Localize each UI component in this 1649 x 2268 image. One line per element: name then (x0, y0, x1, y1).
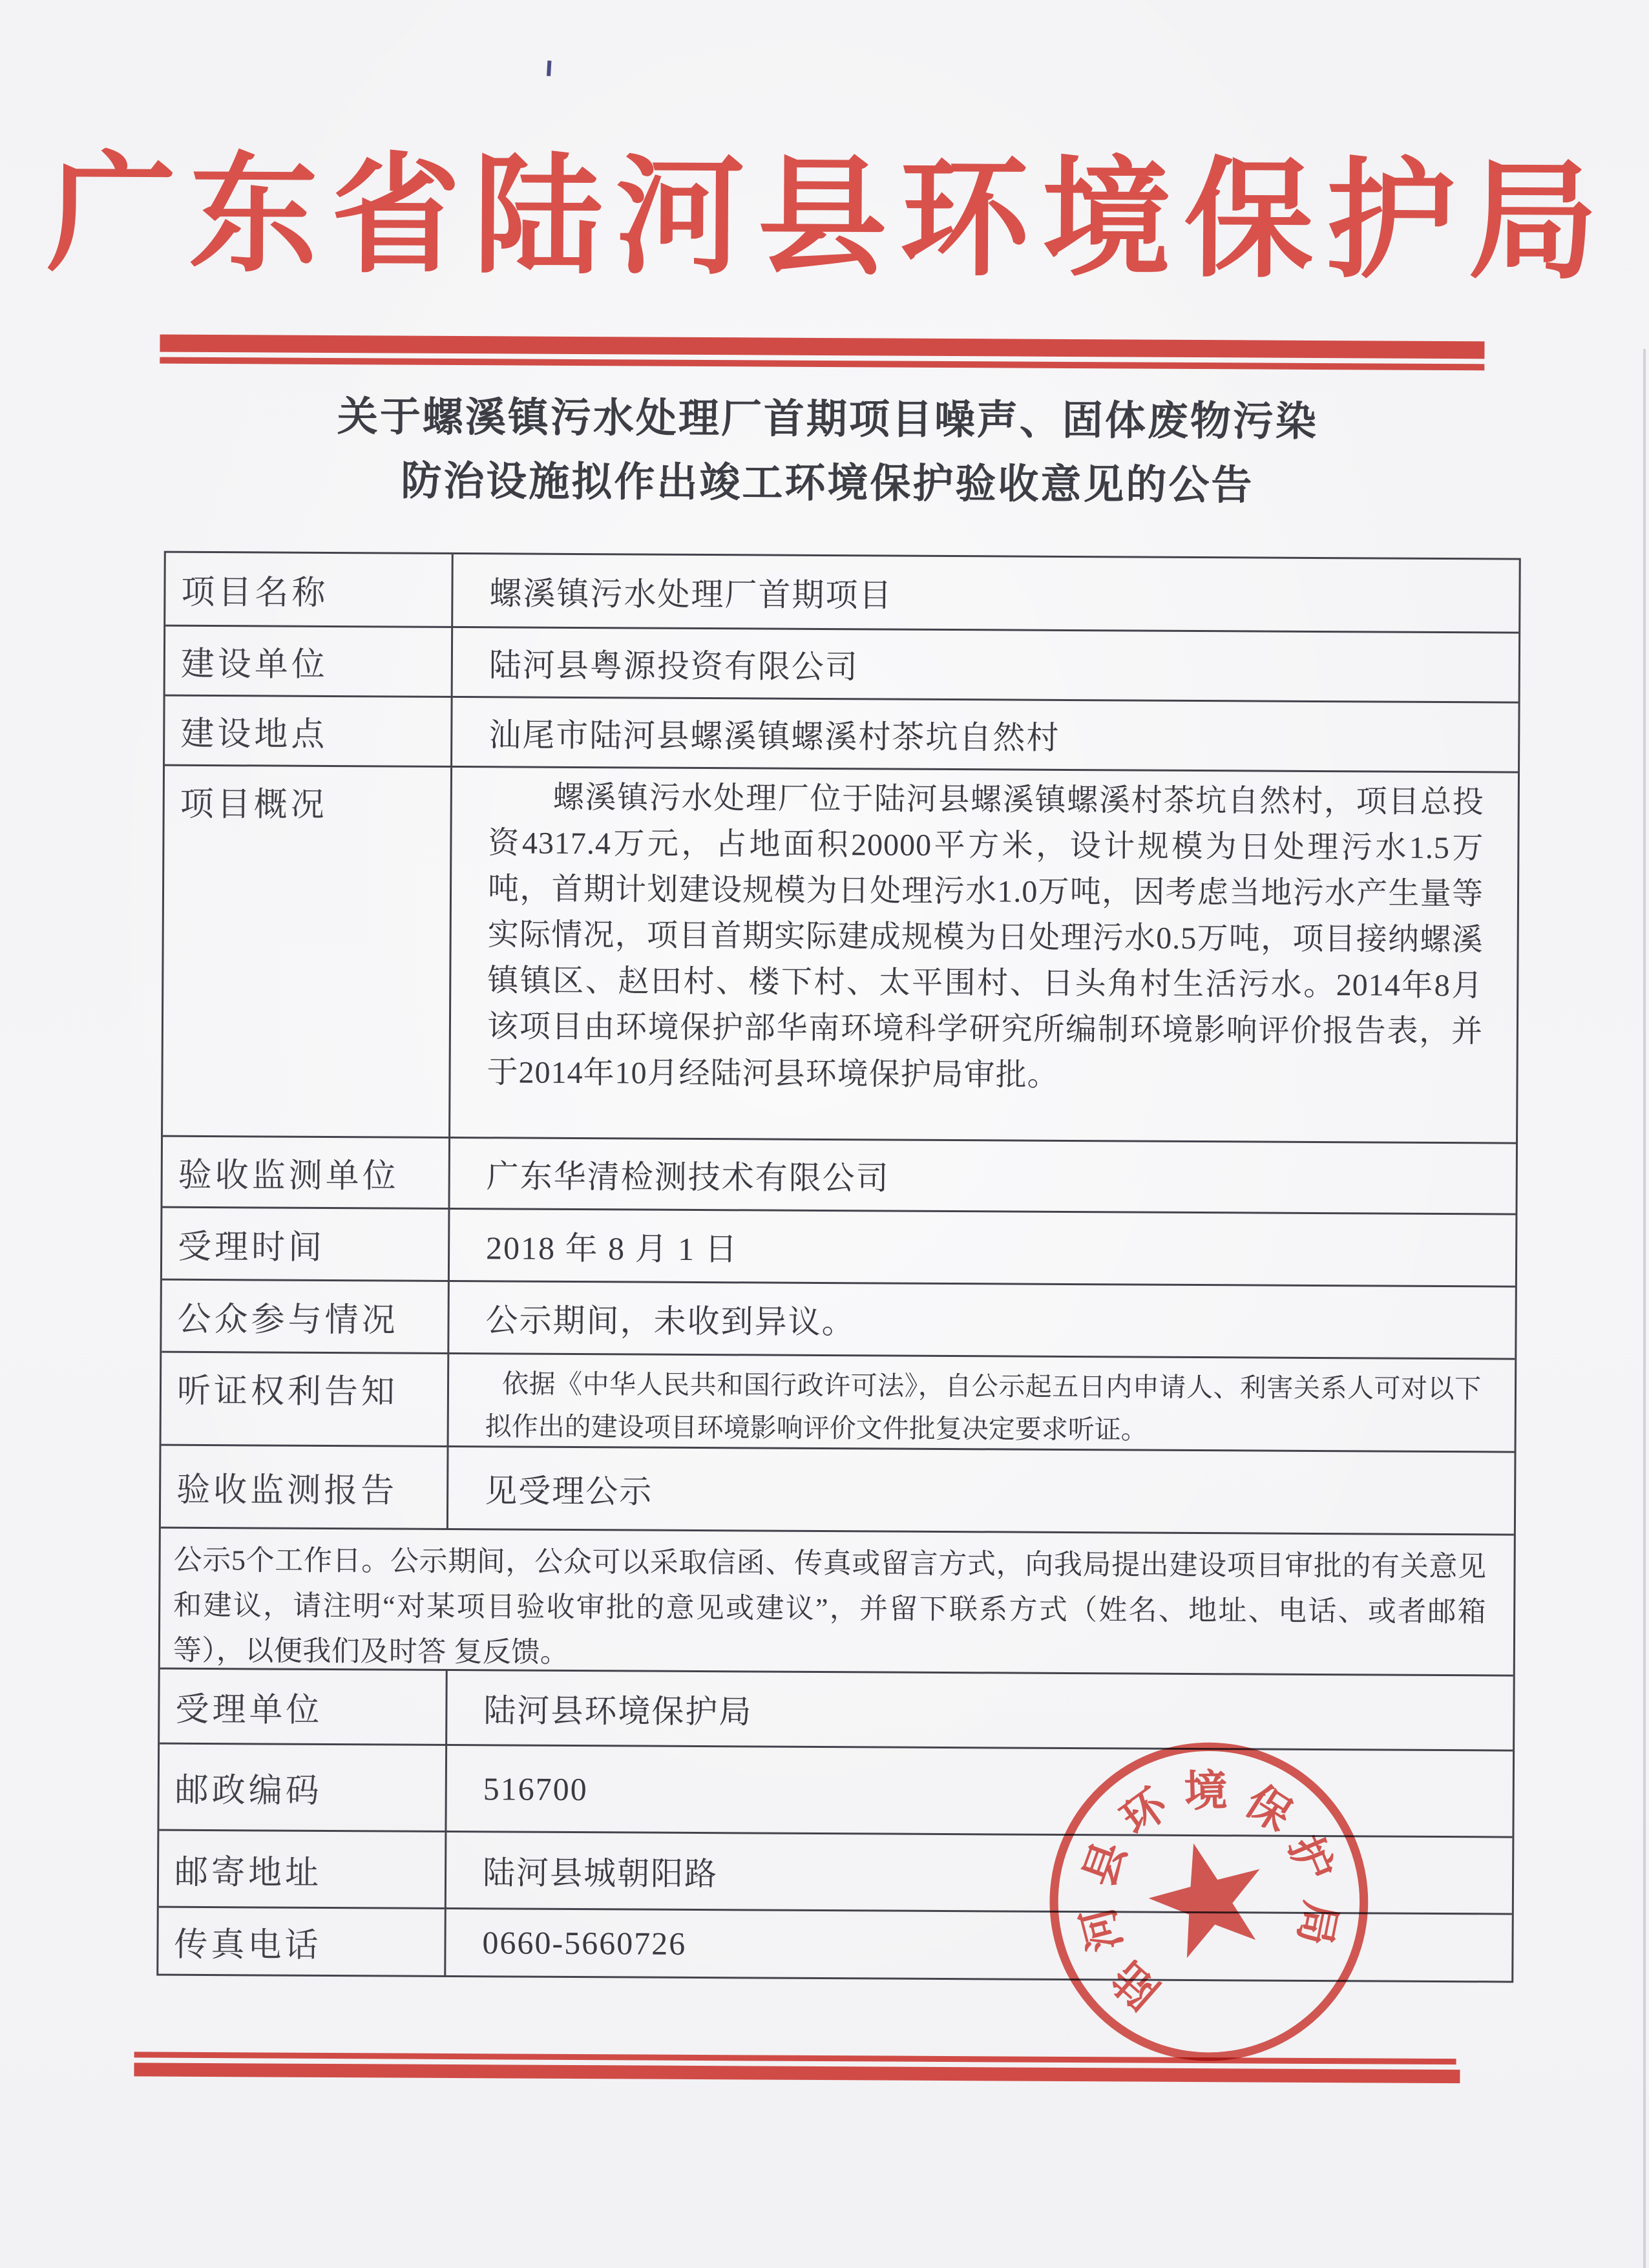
row-value: 公示期间，未收到异议。 (485, 1301, 856, 1340)
table-row-monitoring-unit (162, 1135, 1516, 1213)
row-label: 项目名称 (165, 553, 454, 626)
row-label: 建设地点 (165, 697, 453, 766)
table-row-project-name (165, 553, 1519, 632)
row-label: 验收监测单位 (162, 1137, 450, 1208)
header-rule-thin (160, 357, 1484, 371)
seal-char: 护 (1279, 1829, 1341, 1888)
seal-star-icon (1138, 1829, 1277, 1964)
seal-char: 县 (1075, 1835, 1135, 1893)
table-row-project-overview (163, 764, 1518, 1142)
row-label: 传真电话 (158, 1908, 446, 1975)
seal-char: 陆 (1104, 1952, 1169, 2017)
row-value: 汕尾市陆河县螺溪镇螺溪村茶坑自然村 (488, 716, 1060, 756)
table-row-public-participation (162, 1279, 1515, 1358)
agency-title: 广东省陆河县环境保护局 (46, 143, 1612, 295)
notice-title-line2: 防治设施拟作出竣工环境保护验收意见的公告 (401, 458, 1254, 509)
row-value: 见受理公示 (485, 1472, 653, 1510)
row-value: 陆河县粤源投资有限公司 (488, 646, 859, 685)
row-label: 受理单位 (160, 1670, 448, 1744)
row-label: 项目概况 (163, 766, 452, 1137)
seal-char: 河 (1073, 1902, 1131, 1957)
row-value: 516700 (483, 1770, 588, 1807)
row-label: 受理时间 (162, 1208, 450, 1280)
notice-title-line1: 关于螺溪镇污水处理厂首期项目噪声、固体废物污染 (337, 394, 1319, 445)
table-row-acceptance-date (162, 1206, 1516, 1286)
row-value: 螺溪镇污水处理厂首期项目 (489, 574, 893, 614)
row-value: 陆河县环境保护局 (483, 1692, 753, 1730)
seal-char: 保 (1237, 1776, 1300, 1842)
table-row-construction-site (165, 695, 1518, 772)
row-value: 陆河县城朝阳路 (482, 1854, 719, 1893)
pen-mark (547, 61, 551, 76)
seal-char: 境 (1183, 1766, 1228, 1816)
table-row-construction-unit (165, 625, 1519, 702)
table-row-hearing-rights (162, 1351, 1515, 1451)
paper-edge-shadow (1643, 349, 1646, 2268)
row-value: 2018 年 8 月 1 日 (486, 1229, 739, 1267)
table-row-accepting-unit (160, 1668, 1513, 1750)
header-rule-thick (160, 335, 1484, 359)
seal-char: 局 (1289, 1897, 1345, 1949)
row-value: 螺溪镇污水处理厂位于陆河县螺溪镇螺溪村茶坑自然村，项目总投资4317.4万元，占地面积20000平方米，设计规模为日处理污水1.5万吨，首期计划建设规模为日处理污水1.0万吨，因考虑当地污水产生量等实际情况，项目首期实际建成规模为日处理污水0.5万吨，项目接纳螺溪镇镇区、赵田村、楼下村、太平围村、日头角村生活污水。2014年8月该项目由环境保护部华南环境科学研究所编制环境影响评价报告表，并于2014年10月经陆河县环境保护局审批。 (487, 780, 1484, 1093)
row-label: 建设单位 (165, 627, 454, 696)
seal-char: 环 (1112, 1780, 1177, 1845)
row-value: 依据《中华人民共和国行政许可法》，自公示起五日内申请人、利害关系人可对以下拟作出的建设项目环境影响评价文件批复决定要求听证。 (485, 1369, 1482, 1445)
table-row-monitoring-report (161, 1444, 1515, 1534)
row-label: 验收监测报告 (161, 1446, 449, 1528)
row-label: 邮寄地址 (159, 1831, 447, 1907)
row-value: 0660-5660726 (482, 1924, 687, 1962)
row-label: 听证权利告知 (162, 1353, 450, 1445)
row-value: 广东华清检测技术有限公司 (486, 1157, 890, 1197)
row-label: 公众参与情况 (162, 1281, 450, 1352)
notice-title (3, 383, 1649, 520)
table-row-public-notice-terms: 公示5个工作日。公示期间，公众可以采取信函、传真或留言方式，向我局提出建设项目审批的有关意见和建议，请注明“对某项目验收审批的意见或建议”，并留下联系方式（姓名、地址、电话、或者邮箱等），以便我们及时答 复反馈。 (160, 1527, 1514, 1675)
row-label: 邮政编码 (159, 1745, 447, 1831)
official-seal-stamp (1044, 1737, 1374, 2067)
